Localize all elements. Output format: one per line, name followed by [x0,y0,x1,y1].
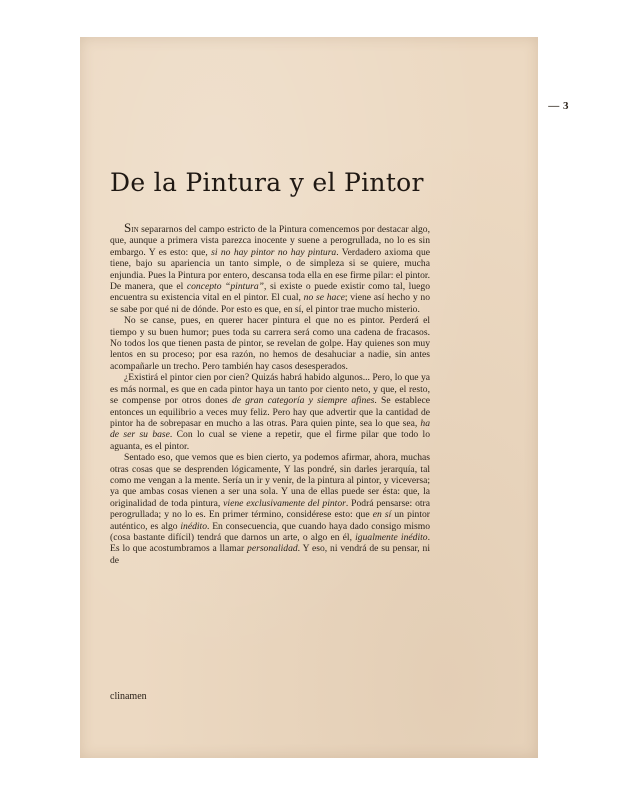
italic-phrase: en sí [372,509,392,521]
text-run: No se canse, pues, en querer hacer pintura el que no es pintor. Perderá el tiempo y su buen humor; pues toda su carrera será como una cadena de fracasos. No todos los que tienen pasta de pintor, se revelan de golpe. Hay quienes son muy lentos en su proceso; por esa razón, no hemos de desahuciar a nadie, sin antes acompañarle un trecho. Pero también hay casos desesperados. [110,315,430,372]
body-text [110,222,430,566]
initial-letter: S [124,220,132,235]
italic-phrase: de gran categoría y siempre afines [231,395,375,407]
text-run: . Podrá pensarse: otra perogrullada; y no lo es. En primer término, considérese esto: que [110,497,430,521]
paragraph-3 [110,372,430,452]
italic-phrase: inédito [180,520,208,532]
text-run: ¿Existirá el pintor cien por cien? Quizás habrá habido algunos... Pero, lo que ya es más normal, es que en cada pintor haya un tanto por ciento neto, y que, el resto, se compense por otros dones [110,372,430,407]
text-run: , si existe o puede existir como tal, luego encuentra su existencia vital en el pintor. El cual, [110,281,430,304]
text-run: Sentado eso, que vemos que es bien cierto, ya podemos afirmar, ahora, muchas otras cosas que se desprenden lógicamente, Y las pondré, sin darles jerarquía, tal como me vengan a la mente. Sería un ir y venir, de la pintura al pintor, y viceversa; ya que ambas cosas vienen a ser una sola. Y una de ellas puede ser ésta: que, la originalidad de toda pintura, [110,452,430,509]
italic-phrase: personalidad [247,543,298,555]
text-run: separarnos del campo estricto de la Pintura comencemos por destacar algo, que, aunque a primera vista parezca inocente y suene a perogrullada, no lo es sin embargo. Y es esto: que, [110,224,430,258]
paragraph-4 [110,452,430,566]
page-number: — 3 [548,100,569,112]
paragraph-1 [110,222,430,315]
italic-phrase: no se hace [303,292,345,304]
text-run: ; viene así hecho y no se sabe por qué ni de dónde. Por esto es que, en sí, el pintor trae mucho misterio. [110,292,430,315]
text-run: . En consecuencia, que cuando haya dado consigo mismo (cosa bastante difícil) tendrá que darnos un arte, o algo en él, [110,520,431,543]
italic-phrase: si no hay pintor no hay pintura [211,246,337,258]
text-run: . Se establece entonces un equilibrio a veces muy feliz. Pero hay que advertir que la cantidad de pintor ha de sobrepasar en mucho a las otras. Para quien pinte, sea lo que sea, [110,395,430,429]
text-run: . Con lo cual se viene a repetir, que el firme pilar que todo lo aguanta, es el pintor. [110,429,430,452]
text-run: . Y eso, ni vendrá de su pensar, ni de [110,543,430,566]
text-run: . Es lo que acostumbramos a llamar [110,531,430,555]
italic-phrase: concepto “pintura” [186,281,264,293]
italic-phrase: viene exclusivamente del pintor [223,497,346,509]
text-run: . Verdadero axioma que tiene, bajo su apariencia un tanto simple, o de simpleza si se quiere, mucha enjundia. Pues la Pintura por entero, descansa toda ella en ese firme pilar: el pintor. De manera, que el [110,246,431,293]
text-run: un pintor auténtico, es algo [110,509,430,532]
italic-phrase: igualmente inédito [355,531,428,543]
publisher-footer: clinamen [110,691,147,702]
chapter-title: De la Pintura y el Pintor [110,168,424,197]
italic-phrase: ha de ser su base [110,417,430,441]
smallcaps-word: in [131,224,139,235]
paragraph-2 [110,315,430,372]
